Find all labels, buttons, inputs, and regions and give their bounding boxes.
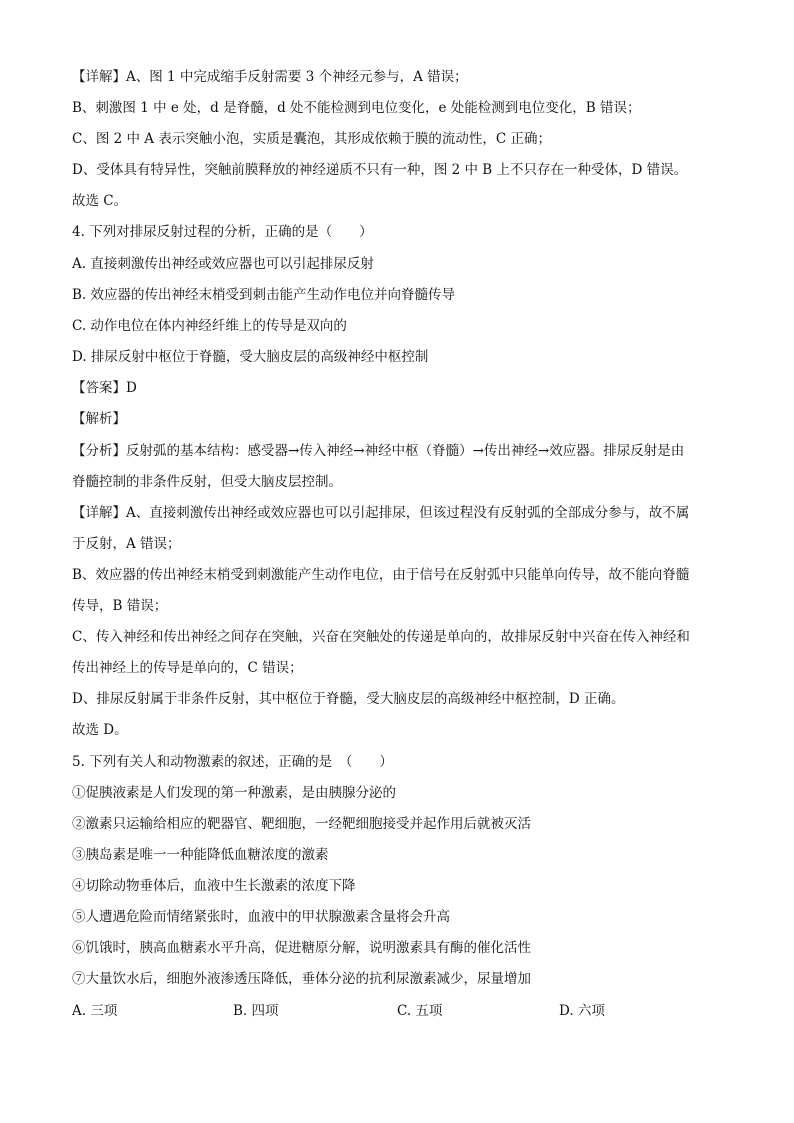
q5-options-row: [72, 1001, 734, 1021]
q4-option-c: C. 动作电位在体内神经纤维上的传导是双向的: [72, 318, 347, 334]
q5-option-c: C. 五项: [397, 1003, 443, 1019]
q5-statement-2: ②激素只运输给相应的靶器官、靶细胞，一经靶细胞接受并起作用后就被灭活: [72, 816, 531, 832]
q4-detail-line-1: 【详解】A、直接刺激传出神经或效应器也可以引起排尿，但该过程没有反射弧的全部成分参与，故不属: [72, 505, 690, 521]
q4-analysis-line-2: 脊髓控制的非条件反射，但受大脑皮层控制。: [72, 474, 342, 490]
q4-detail-line-5: C、传入神经和传出神经之间存在突触，兴奋在突触处的传递是单向的，故排尿反射中兴奋在传入神经和: [72, 629, 690, 645]
q3-conclusion: 故选 C。: [72, 193, 128, 209]
q4-conclusion: 故选 D。: [72, 722, 128, 738]
q4-option-b: B. 效应器的传出神经末梢受到刺击能产生动作电位并向脊髓传导: [72, 287, 456, 303]
q5-stem: 5. 下列有关人和动物激素的叙述，正确的是 （ ）: [72, 754, 393, 770]
q5-option-d: D. 六项: [559, 1003, 605, 1019]
q3-detail-line-4: D、受体具有特异性，突触前膜释放的神经递质不只有一种，图 2 中 B 上不只存在一种受体，D 错误。: [72, 162, 688, 178]
q3-detail-line-3: C、图 2 中 A 表示突触小泡，实质是囊泡，其形成依赖于膜的流动性，C 正确；: [72, 131, 551, 147]
q4-analysis-line-1: 【分析】反射弧的基本结构：感受器→传入神经→神经中枢（脊髓）→传出神经→效应器。排尿反射是由: [72, 443, 685, 459]
q4-option-d: D. 排尿反射中枢位于脊髓，受大脑皮层的高级神经中枢控制: [72, 349, 429, 365]
q5-option-a: A. 三项: [72, 1003, 118, 1019]
q5-statement-7: ⑦大量饮水后，细胞外液渗透压降低，垂体分泌的抗利尿激素减少，尿量增加: [72, 971, 531, 987]
q5-statement-1: ①促胰液素是人们发现的第一种激素，是由胰腺分泌的: [72, 785, 396, 801]
q5-option-b: B. 四项: [233, 1003, 279, 1019]
q5-statement-3: ③胰岛素是唯一一种能降低血糖浓度的激素: [72, 847, 329, 863]
q5-statement-4: ④切除动物垂体后，血液中生长激素的浓度下降: [72, 878, 356, 894]
q4-detail-line-7: D、排尿反射属于非条件反射，其中枢位于脊髓，受大脑皮层的高级神经中枢控制，D 正确。: [72, 691, 625, 707]
q4-stem: 4. 下列对排尿反射过程的分析，正确的是（ ）: [72, 224, 373, 240]
q3-detail-line-2: B、刺激图 1 中 e 处，d 是脊髓，d 处不能检测到电位变化，e 处能检测到电位变化，B 错误；: [72, 100, 641, 116]
q4-detail-line-3: B、效应器的传出神经末梢受到刺激能产生动作电位，由于信号在反射弧中只能单向传导，故不能向脊髓: [72, 567, 690, 583]
q4-option-a: A. 直接刺激传出神经或效应器也可以引起排尿反射: [72, 256, 374, 272]
q5-statement-5: ⑤人遭遇危险而情绪紧张时，血液中的甲状腺激素含量将会升高: [72, 909, 450, 925]
q4-answer: 【答案】D: [72, 380, 137, 396]
q3-detail-line-1: 【详解】A、图 1 中完成缩手反射需要 3 个神经元参与，A 错误；: [72, 69, 468, 85]
q4-detail-line-4: 传导，B 错误；: [72, 598, 168, 614]
q4-detail-line-6: 传出神经上的传导是单向的，C 错误；: [72, 660, 303, 676]
q4-detail-line-2: 于反射，A 错误；: [72, 536, 181, 552]
q5-statement-6: ⑥饥饿时，胰高血糖素水平升高，促进糖原分解，说明激素具有酶的催化活性: [72, 940, 531, 956]
q4-analysis-heading: 【解析】: [72, 411, 126, 427]
